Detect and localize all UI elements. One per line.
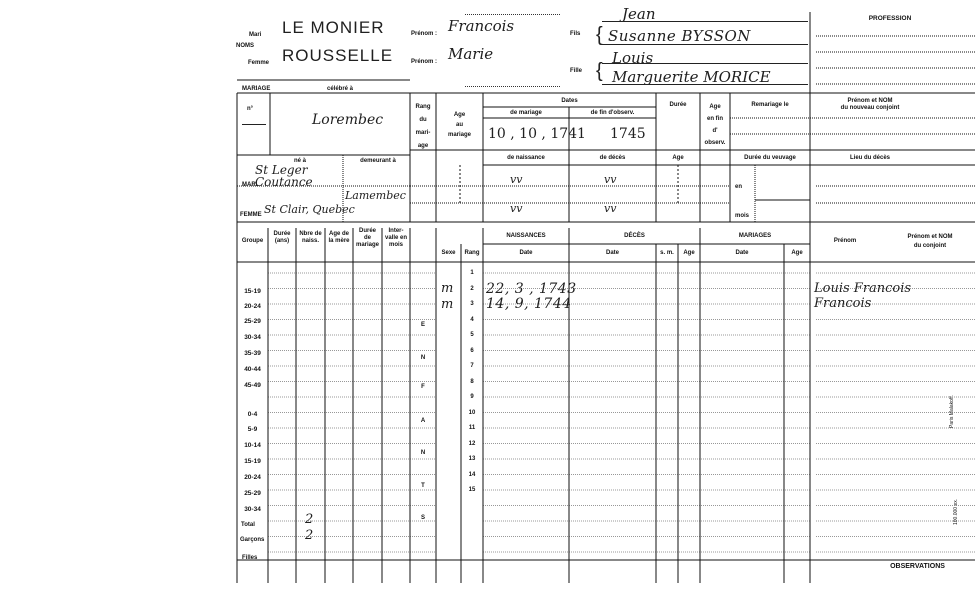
rank-label: 12 xyxy=(468,440,476,447)
numero-line xyxy=(242,124,266,125)
rank-label: 10 xyxy=(468,409,476,416)
femme-prenom-label: Prénom : xyxy=(411,59,438,65)
header-underline xyxy=(602,44,808,45)
demeurant-a-label: demeurant à xyxy=(360,158,396,164)
rank-label: 1 xyxy=(470,270,474,276)
de-naissance-label: de naissance xyxy=(507,155,545,161)
rank-label: 5 xyxy=(470,332,474,338)
deces-mari-field[interactable]: vv xyxy=(604,173,617,186)
group-label: 15-19 xyxy=(244,458,261,465)
pere-femme-field[interactable]: Louis xyxy=(612,49,654,67)
child-1-sexe[interactable]: m xyxy=(441,281,454,296)
group-label: 5-9 xyxy=(247,426,258,433)
group-label: 20-24 xyxy=(244,474,261,481)
fils-brace: { xyxy=(596,24,603,46)
rank-label: 3 xyxy=(470,301,474,307)
sm-header: s. m. xyxy=(660,250,674,256)
group-label: 15-19 xyxy=(244,288,261,295)
rank-label: 11 xyxy=(468,425,476,431)
date-fin-observ-field[interactable]: 1745 xyxy=(610,126,646,142)
naissances-header: NAISSANCES xyxy=(506,233,546,239)
mari-label: Mari xyxy=(249,32,262,38)
remariage-label: Remariage le xyxy=(751,102,789,108)
duree-veuvage-label: Durée du veuvage xyxy=(744,155,796,161)
total-naiss-field[interactable]: 2 xyxy=(305,512,314,527)
en-label: en xyxy=(735,184,743,190)
header-underline xyxy=(602,63,808,64)
duree-label: Durée xyxy=(669,102,687,108)
fille-label: Fille xyxy=(570,68,583,74)
age-mere-header: Age de la mère xyxy=(328,231,350,244)
deces-header: DÉCÈS xyxy=(624,233,645,239)
fille-brace: { xyxy=(596,60,603,82)
header-dotted-line xyxy=(465,86,560,87)
mari-nom-field[interactable]: LE MONIER xyxy=(282,18,385,37)
group-label: 0-4 xyxy=(247,411,258,418)
deces-date-header: Date xyxy=(605,250,619,256)
femme-prenom-field[interactable]: Marie xyxy=(448,45,494,63)
rank-label: 7 xyxy=(470,363,474,369)
enfants-letter: E xyxy=(420,322,425,328)
rank-label: 14 xyxy=(468,471,476,478)
mere-femme-field[interactable]: Marguerite MORICE xyxy=(612,68,771,86)
nouveau-conjoint-label: Prénom et NOM du nouveau conjoint xyxy=(840,98,900,111)
de-fin-observ-label: de fin d'observ. xyxy=(590,110,635,116)
rank-label: 8 xyxy=(470,378,474,385)
printer-side-note: Paris Malakoff. xyxy=(949,395,955,428)
group-label: 45-49 xyxy=(244,382,261,389)
group-label: 25-29 xyxy=(244,490,261,497)
pere-mari-field[interactable]: Jean xyxy=(622,5,656,23)
nbre-naiss-header: Nbre de naiss. xyxy=(299,231,322,244)
group-label: 25-29 xyxy=(244,318,261,325)
header-underline xyxy=(602,21,808,22)
enfants-letter: F xyxy=(421,384,425,390)
enfants-letter: T xyxy=(421,483,425,489)
lieu-mariage-field[interactable]: Lorembec xyxy=(312,112,384,128)
fils-label: Fils xyxy=(570,31,581,37)
mari-ne-a-field[interactable]: St Leger Coutance xyxy=(255,163,313,189)
mariage-label: MARIAGE xyxy=(242,86,271,92)
rang-header: Rang xyxy=(464,250,480,256)
intervalle-header: Inter- valle en mois xyxy=(384,228,407,248)
prenom-header: Prénom xyxy=(833,238,857,244)
header-dotted-line xyxy=(465,14,560,15)
rank-label: 6 xyxy=(470,347,474,354)
de-mariage-label: de mariage xyxy=(510,110,542,116)
observations-label: OBSERVATIONS xyxy=(890,563,945,570)
rank-label: 9 xyxy=(470,394,474,400)
group-label: 20-24 xyxy=(244,303,261,310)
age-label: Age xyxy=(672,155,684,161)
child-1-date[interactable]: 22, 3 , 1743 xyxy=(486,281,577,297)
total-label: Total xyxy=(241,522,255,528)
group-label: 35-39 xyxy=(244,350,261,357)
prenom-nom-conjoint-header: Prénom et NOM du conjoint xyxy=(907,234,953,249)
femme-label: Femme xyxy=(248,60,270,66)
child-1-prenom[interactable]: Louis Francois xyxy=(814,281,912,296)
lieu-deces-label: Lieu du décès xyxy=(849,155,890,161)
enfants-letter: A xyxy=(420,418,426,424)
sexe-header: Sexe xyxy=(441,250,456,256)
naissances-date-header: Date xyxy=(519,250,533,256)
mere-mari-field[interactable]: Susanne BYSSON xyxy=(608,27,751,45)
deces-age-header: Age xyxy=(683,250,695,256)
profession-label: PROFESSION xyxy=(868,15,912,22)
age-au-mariage-label: Age au mariage xyxy=(447,112,471,138)
naiss-mari-field[interactable]: vv xyxy=(510,173,523,186)
enfants-letter: N xyxy=(420,355,426,361)
mariages-header: MARIAGES xyxy=(738,233,772,239)
header-underline xyxy=(602,84,808,85)
group-label: 30-34 xyxy=(244,334,261,341)
mari-prenom-label: Prénom : xyxy=(411,31,438,37)
mari-row-label: MARI xyxy=(242,182,258,188)
rank-label: 15 xyxy=(468,487,476,493)
mari-demeurant-field[interactable]: Lamembec xyxy=(345,189,406,202)
rank-label: 2 xyxy=(470,285,474,292)
numero-label: n° xyxy=(247,106,254,112)
enfants-letter: N xyxy=(420,450,426,456)
rang-du-mariage-label: Rang du mari- age xyxy=(415,104,431,149)
enfants-letter: S xyxy=(420,515,425,521)
child-2-sexe[interactable]: m xyxy=(441,297,454,312)
mois-label: mois xyxy=(735,213,750,219)
group-label: 40-44 xyxy=(244,366,261,373)
duree-ans-header: Durée (ans) xyxy=(273,231,291,244)
duree-mariage-header: Durée de mariage xyxy=(355,228,379,248)
garcons-naiss-field[interactable]: 2 xyxy=(305,528,314,543)
group-label: 10-14 xyxy=(244,442,261,449)
groupe-header: Groupe xyxy=(241,238,264,244)
rank-label: 13 xyxy=(468,456,476,462)
de-deces-label: de décès xyxy=(599,155,626,161)
filles-label: Filles xyxy=(242,555,258,561)
dates-label: Dates xyxy=(561,98,578,104)
group-label: 30-34 xyxy=(244,506,261,513)
mariages-date-header: Date xyxy=(735,250,749,256)
child-2-prenom[interactable]: Francois xyxy=(814,296,872,311)
child-2-date[interactable]: 14, 9, 1744 xyxy=(486,296,572,312)
naiss-femme-field[interactable]: vv xyxy=(510,202,523,215)
garcons-label: Garçons xyxy=(240,537,265,543)
noms-label: NOMS xyxy=(236,43,254,49)
femme-row-label: FEMME xyxy=(240,212,262,218)
femme-nom-field[interactable]: ROUSSELLE xyxy=(282,46,394,65)
mariages-age-header: Age xyxy=(791,250,803,256)
quantity-side-note: 100.000 ex. xyxy=(953,498,959,525)
date-mariage-field[interactable]: 10 , 10 , 1741 xyxy=(488,126,586,142)
rank-label: 4 xyxy=(470,316,474,323)
femme-ne-a-field[interactable]: St Clair, Quebec xyxy=(264,203,355,216)
celebre-a-label: célébré à xyxy=(326,86,354,92)
ne-a-label: né à xyxy=(293,158,306,164)
age-fin-observ-label: Age en fin d' observ. xyxy=(704,104,726,146)
deces-femme-field[interactable]: vv xyxy=(604,202,617,215)
mari-prenom-field[interactable]: Francois xyxy=(448,17,515,35)
